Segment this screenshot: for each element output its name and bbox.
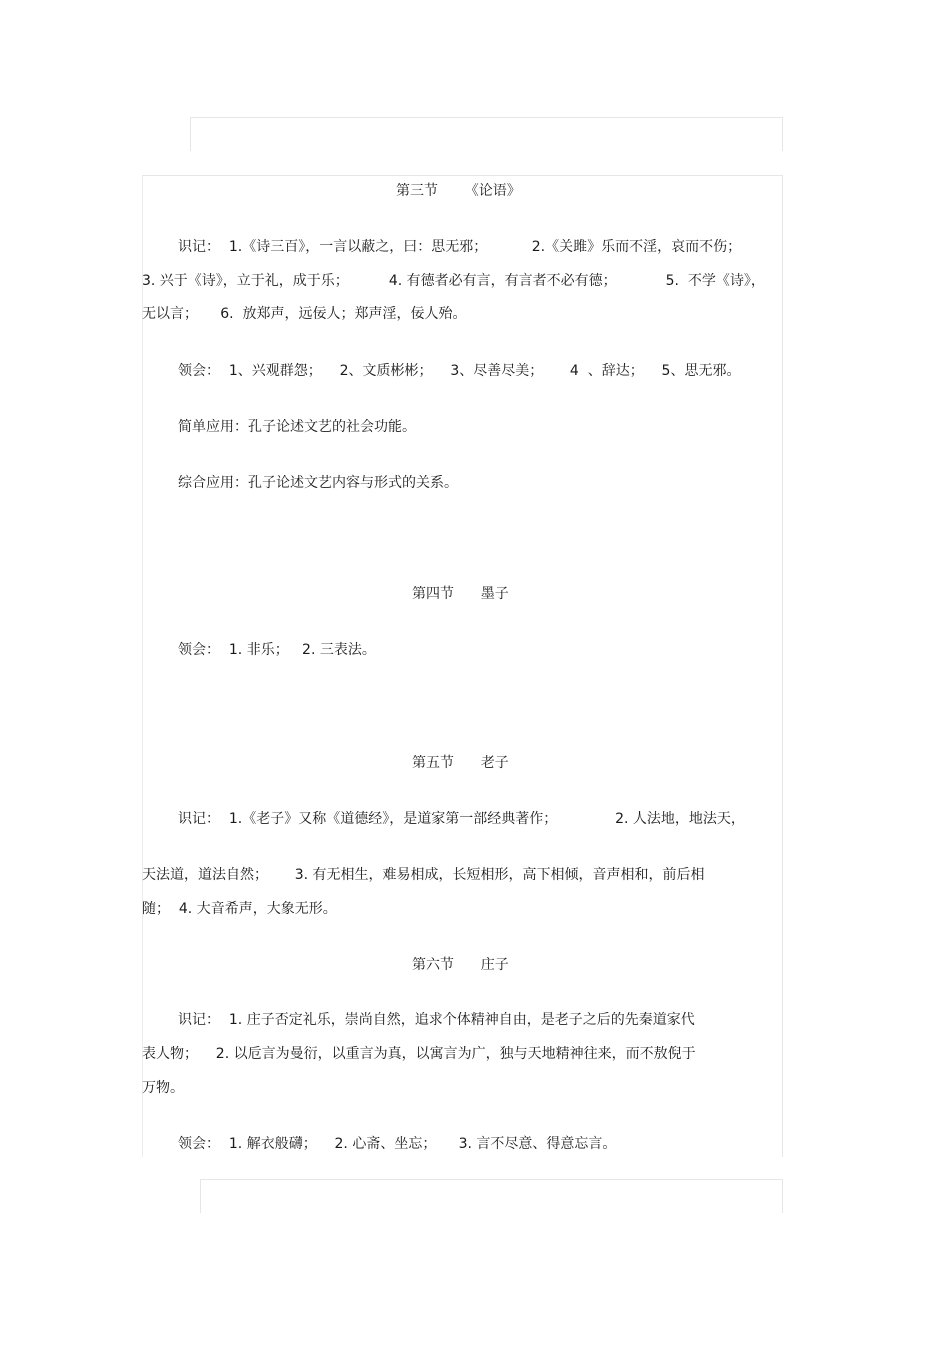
body-line: 识记： 1.《老子》又称《道德经》，是道家第一部经典著作； 2. 人法地，地法天， (178, 811, 745, 827)
body-line: 随； 4. 大音希声，大象无形。 (142, 901, 337, 917)
body-line: 领会： 1. 解衣般礴； 2. 心斋、坐忘； 3. 言不尽意、得意忘言。 (178, 1136, 617, 1152)
page-frame-bottom (200, 1179, 783, 1213)
body-line: 简单应用：孔子论述文艺的社会功能。 (178, 419, 416, 435)
body-line: 无以言； 6. 放郑声，远佞人；郑声淫，佞人殆。 (142, 306, 467, 322)
section-heading-lunyu: 第三节 《论语》 (396, 183, 521, 199)
body-line: 领会： 1. 非乐； 2. 三表法。 (178, 642, 376, 658)
page-frame-top (190, 117, 783, 151)
body-line: 表人物； 2. 以卮言为曼衍，以重言为真，以寓言为广，独与天地精神往来，而不敖倪于 (142, 1046, 696, 1062)
body-line: 识记： 1. 庄子否定礼乐，崇尚自然，追求个体精神自由，是老子之后的先秦道家代 (178, 1012, 695, 1028)
body-line: 识记： 1.《诗三百》，一言以蔽之，曰：思无邪； 2.《关雎》乐而不淫，哀而不伤； (178, 239, 742, 255)
body-line: 领会： 1、兴观群怨； 2、文质彬彬； 3、尽善尽美； 4 、辞达； 5、思无邪。 (178, 363, 741, 379)
body-line: 万物。 (142, 1080, 184, 1096)
section-heading-mozi: 第四节 墨子 (412, 586, 509, 602)
section-heading-laozi: 第五节 老子 (412, 755, 509, 771)
body-line: 综合应用：孔子论述文艺内容与形式的关系。 (178, 475, 458, 491)
section-heading-zhuangzi: 第六节 庄子 (412, 957, 509, 973)
body-line: 3. 兴于《诗》，立于礼，成于乐； 4. 有德者必有言，有言者不必有德； 5. 不学《诗》， (142, 273, 765, 289)
body-line: 天法道，道法自然； 3. 有无相生，难易相成，长短相形，高下相倾，音声相和，前后相 (142, 867, 705, 883)
